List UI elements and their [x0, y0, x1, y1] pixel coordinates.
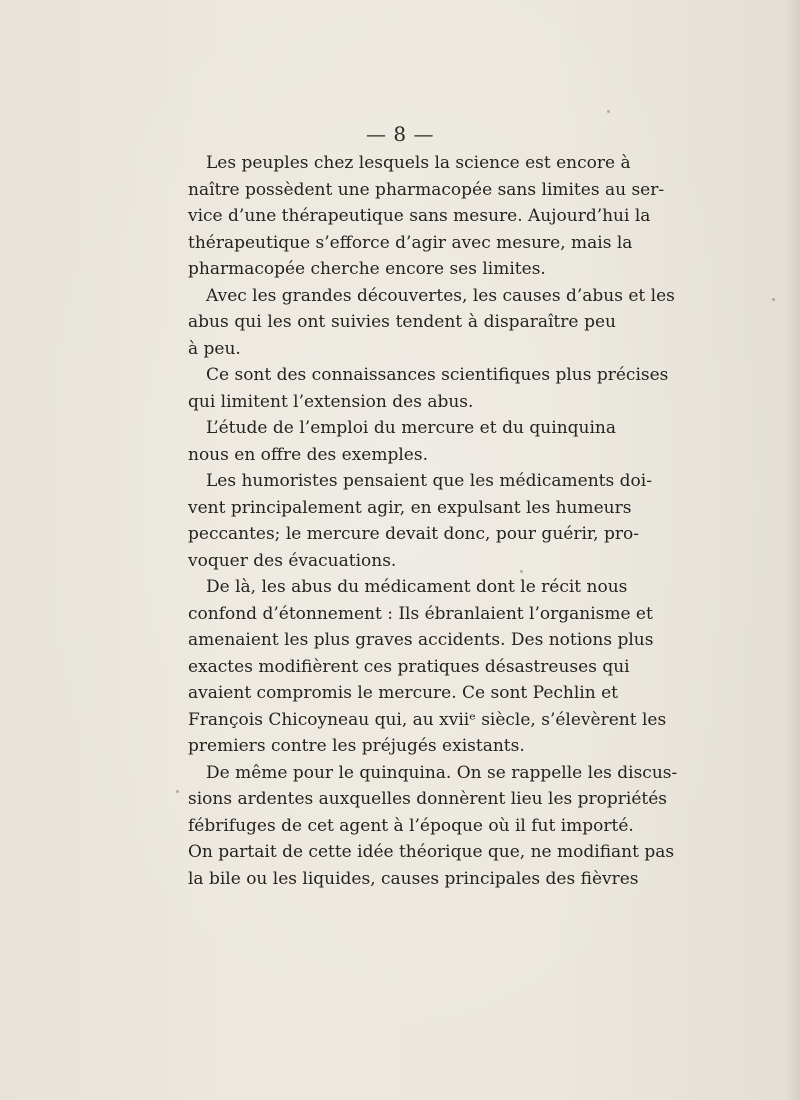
text-line: qui limitent l’extension des abus. — [188, 391, 474, 412]
text-line: nous en offre des exemples. — [188, 444, 428, 465]
text-line: avaient compromis le mercure. Ce sont Pechlin et — [188, 683, 618, 703]
text-line: la bile ou les liquides, causes principales des fièvres — [188, 868, 639, 889]
body-text — [188, 150, 678, 892]
text-line: naître possèdent une pharmacopée sans limites au ser- — [188, 179, 665, 200]
page-edge-shadow — [786, 0, 800, 1100]
text-line: exactes modifièrent ces pratiques désastreuses qui — [188, 656, 630, 677]
text-line: premiers contre les préjugés existants. — [188, 736, 525, 756]
text-line: Les peuples chez lesquels la science est encore à — [206, 153, 631, 173]
text-line: Avec les grandes découvertes, les causes d’abus et les — [206, 285, 675, 306]
text-line: confond d’étonnement : Ils ébranlaient l’organisme et — [188, 603, 653, 624]
text-line: voquer des évacuations. — [188, 550, 397, 571]
paper-speck — [772, 298, 775, 301]
text-line: sions ardentes auxquelles donnèrent lieu les propriétés — [188, 789, 667, 809]
text-line: François Chicoyneau qui, au xviiᵉ siècle, s’élevèrent les — [188, 709, 667, 730]
paper-speck — [607, 110, 610, 113]
text-line: pharmacopée cherche encore ses limites. — [188, 259, 546, 279]
text-line: abus qui les ont suivies tendent à disparaître peu — [188, 312, 616, 332]
text-line: Ce sont des connaissances scientifiques plus précises — [206, 365, 669, 385]
text-line: vice d’une thérapeutique sans mesure. Aujourd’hui la — [188, 206, 651, 226]
text-line: à peu. — [188, 338, 241, 359]
text-line: On partait de cette idée théorique que, ne modifiant pas — [188, 842, 675, 862]
text-line: amenaient les plus graves accidents. Des notions plus — [188, 630, 654, 650]
text-line: vent principalement agir, en expulsant les humeurs — [188, 497, 632, 518]
text-line: L’étude de l’emploi du mercure et du quinquina — [206, 418, 616, 438]
text-line: thérapeutique s’efforce d’agir avec mesure, mais la — [188, 232, 633, 253]
page-number: — 8 — — [366, 122, 434, 146]
text-line: De là, les abus du médicament dont le récit nous — [206, 577, 628, 597]
text-line: De même pour le quinquina. On se rappelle les discus- — [206, 762, 678, 783]
paper-speck — [176, 790, 179, 793]
text-line: peccantes; le mercure devait donc, pour guérir, pro- — [188, 524, 639, 544]
text-line: Les humoristes pensaient que les médicaments doi- — [206, 471, 652, 491]
text-line: fébrifuges de cet agent à l’époque où il fut importé. — [188, 815, 634, 836]
